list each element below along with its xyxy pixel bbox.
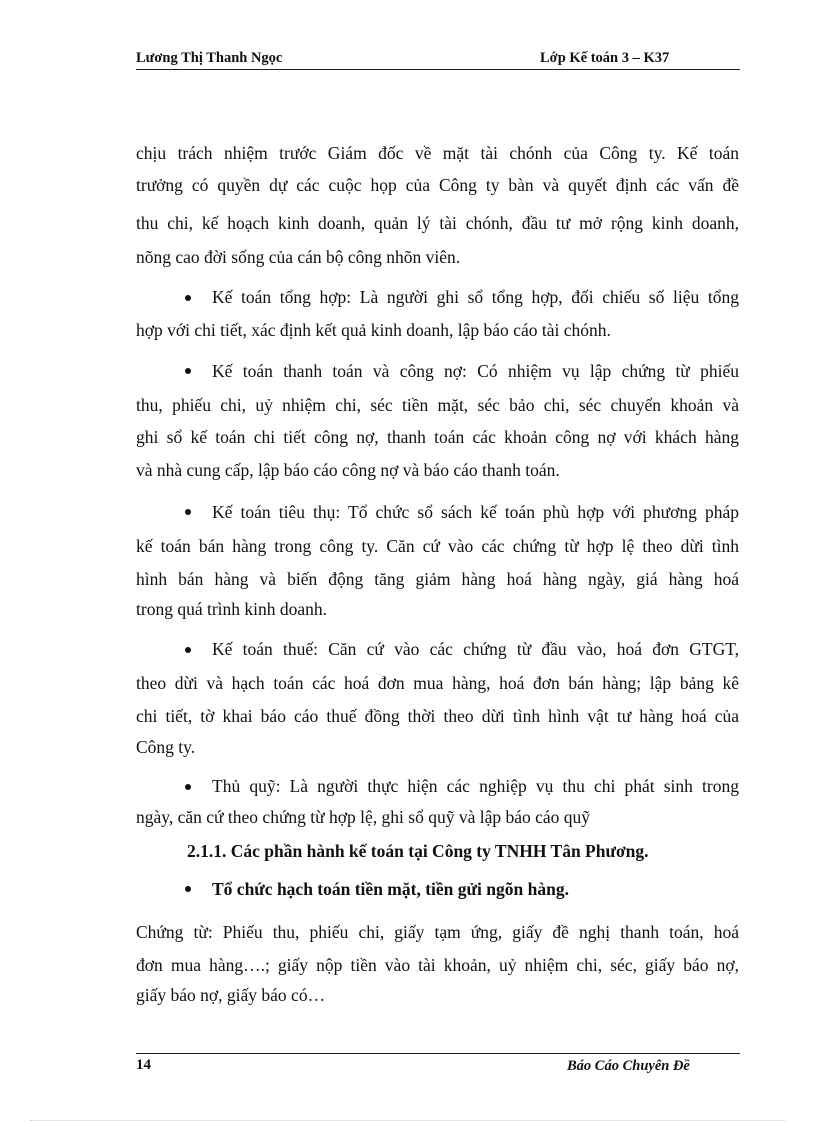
- page-bottom-divider: [30, 1120, 786, 1121]
- page-header: [136, 50, 740, 70]
- text-line: Kế toán tổng hợp: Là người ghi sổ tổng hợp, đối chiếu số liệu tổng: [212, 287, 739, 307]
- bullet-icon: [185, 647, 191, 653]
- text-line: Thủ quỹ: Là người thực hiện các nghiệp vụ thu chi phát sinh trong: [212, 776, 739, 796]
- text-line: chịu trách nhiệm trước Giám đốc về mặt tài chónh của Công ty. Kế toán: [136, 143, 739, 163]
- text-line: Công ty.: [136, 737, 196, 757]
- text-line: Kế toán thanh toán và công nợ: Có nhiệm vụ lập chứng từ phiếu: [212, 361, 739, 381]
- text-line: thu, phiếu chi, uỷ nhiệm chi, séc tiền mặt, séc bảo chi, séc chuyển khoản và: [136, 395, 739, 415]
- text-line: ghi sổ kế toán chi tiết công nợ, thanh toán các khoản công nợ với khách hàng: [136, 427, 739, 447]
- text-line: chi tiết, tờ khai báo cáo thuế đồng thời theo dừi tình hình vật tư hàng hoá của: [136, 706, 739, 726]
- bullet-icon: [185, 886, 191, 892]
- text-line: kế toán bán hàng trong công ty. Căn cứ vào các chứng từ hợp lệ theo dừi tình: [136, 536, 739, 556]
- text-line: Kế toán tiêu thụ: Tổ chức sổ sách kế toán phù hợp với phương pháp: [212, 502, 739, 522]
- section-heading: 2.1.1. Các phần hành kế toán tại Công ty TNHH Tân Phương.: [187, 841, 649, 861]
- bullet-icon: [185, 784, 191, 790]
- text-line: hình bán hàng và biến động tăng giảm hàng hoá hàng ngày, giá hàng hoá: [136, 569, 739, 589]
- text-line: trong quá trình kinh doanh.: [136, 599, 328, 619]
- header-class: Lớp Kế toán 3 – K37: [540, 50, 670, 66]
- bullet-icon: [185, 368, 191, 374]
- bullet-icon: [185, 295, 191, 301]
- text-line: trưởng có quyền dự các cuộc họp của Công ty bàn và quyết định các vấn đề: [136, 175, 739, 195]
- footer-divider: [136, 1053, 740, 1054]
- text-line: đơn mua hàng….; giấy nộp tiền vào tài khoản, uỷ nhiệm chi, séc, giấy báo nợ,: [136, 955, 739, 975]
- text-line: Chứng từ: Phiếu thu, phiếu chi, giấy tạm ứng, giấy đề nghị thanh toán, hoá: [136, 922, 739, 942]
- text-line: Kế toán thuế: Căn cứ vào các chứng từ đầu vào, hoá đơn GTGT,: [212, 639, 739, 659]
- text-line: nõng cao đời sống của cán bộ công nhõn viên.: [136, 247, 461, 267]
- page-number: 14: [136, 1057, 151, 1073]
- text-line: theo dừi và hạch toán các hoá đơn mua hàng, hoá đơn bán hàng; lập bảng kê: [136, 673, 739, 693]
- footer-title: Báo Cáo Chuyên Đề: [567, 1058, 690, 1074]
- text-line: hợp với chi tiết, xác định kết quả kinh doanh, lập báo cáo tài chónh.: [136, 320, 611, 340]
- subsection-heading: Tổ chức hạch toán tiền mặt, tiền gửi ngõn hàng.: [212, 879, 569, 899]
- header-author: Lương Thị Thanh Ngọc: [136, 50, 283, 66]
- bullet-icon: [185, 509, 191, 515]
- text-line: giấy báo nợ, giấy báo có…: [136, 985, 326, 1005]
- text-line: và nhà cung cấp, lập báo cáo công nợ và báo cáo thanh toán.: [136, 460, 560, 480]
- text-line: thu chi, kế hoạch kinh doanh, quản lý tài chónh, đầu tư mở rộng kinh doanh,: [136, 213, 739, 233]
- text-line: ngày, căn cứ theo chứng từ hợp lệ, ghi sổ quỹ và lập báo cáo quỹ: [136, 807, 591, 827]
